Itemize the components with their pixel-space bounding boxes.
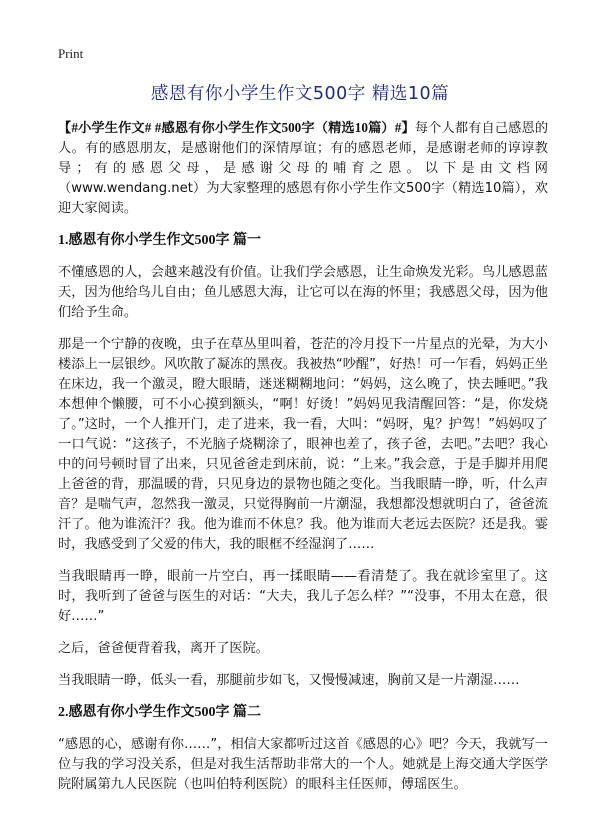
section-heading-1: 1.感恩有你小学生作文500字 篇一 — [58, 233, 261, 248]
article-body — [58, 118, 548, 807]
paragraph: 不懂感恩的人，会越来越没有价值。让我们学会感恩，让生命焕发光彩。鸟儿感恩蓝天，因为他给鸟儿自由；鱼儿感恩大海，让它可以在海的怀里；我感恩父母，因为他们给予生命。 — [58, 265, 548, 320]
paragraph: “感恩的心，感谢有你……”，相信大家都听过这首《感恩的心》吧？今天，我就写一位与我的学习没关系，但是对我生活帮助非常大的一个人。她就是上海交通大学医学院附属第九人民医院（也叫伯特利医院）的眼科主任医师，傅瑶医生。 — [58, 737, 548, 792]
page-title: 感恩有你小学生作文500字 精选10篇 — [150, 84, 450, 104]
intro-tags: 【#小学生作文# #感恩有你小学生作文500字（精选10篇）#】 — [58, 120, 415, 135]
intro-paragraph — [58, 118, 548, 219]
print-link[interactable]: Print — [58, 46, 84, 61]
intro-text: 每个人都有自己感恩的人。有的感恩朋友，是感谢他们的深情厚谊；有的感恩老师，是感谢老师的谆谆教导；有的感恩父母，是感谢父母的哺育之恩。以下是由文档网（www.wendang.net）为大家整理的感恩有你小学生作文500字（精选10篇），欢迎大家阅读。 — [58, 121, 549, 216]
paragraph: 当我眼睛一睁，低头一看，那腿前步如飞，又慢慢减速，胸前又是一片潮湿…… — [58, 673, 520, 688]
paragraph: 之后，爸爸便背着我，离开了医院。 — [58, 641, 269, 656]
paragraph: 那是一个宁静的夜晚，虫子在草丛里叫着，苍茫的冷月投下一片星点的光晕，为大小楼添上一层银纱。风吹散了凝冻的黑夜。我被热“吵醒”，好热！可一乍看，妈妈正坐在床边，我一个激灵，瞪大眼睛，迷迷糊糊地问：“妈妈，这么晚了，快去睡吧。”我本想伸个懒腰，可不小心摸到额头，“啊！好烫！”妈妈见我清醒回答：“是，你发烧了。”这时，一个人推开门，走了进来，我一看，大叫：“妈呀，鬼？护驾！”妈妈叹了一口气说：“这孩子，不光脑子烧糊涂了，眼神也差了，孩子爸，去吧。”去吧？我心中的问号顿时冒了出来，只见爸爸走到床前，说：“上来。”我会意，于是手脚并用爬上爸爸的背，那温暖的背，只见身边的景物也随之变化。当我眼睛一睁，听，什么声音？是喘气声，忽然我一激灵，只觉得胸前一片潮湿，我想都没想就明白了，爸爸流汗了。他为谁流汗？我。他为谁而不休息？我。他为谁而大老远去医院？还是我。霎时，我感受到了父爱的伟大，我的眼框不经湿润了…… — [58, 337, 548, 552]
paragraph: 当我眼睛再一睁，眼前一片空白，再一揉眼睛——看清楚了。我在就诊室里了。这时，我听到了爸爸与医生的对话：“大夫，我儿子怎么样？”“没事，不用太在意，很好……” — [58, 569, 548, 624]
section-heading-2: 2.感恩有你小学生作文500字 篇二 — [58, 705, 261, 720]
